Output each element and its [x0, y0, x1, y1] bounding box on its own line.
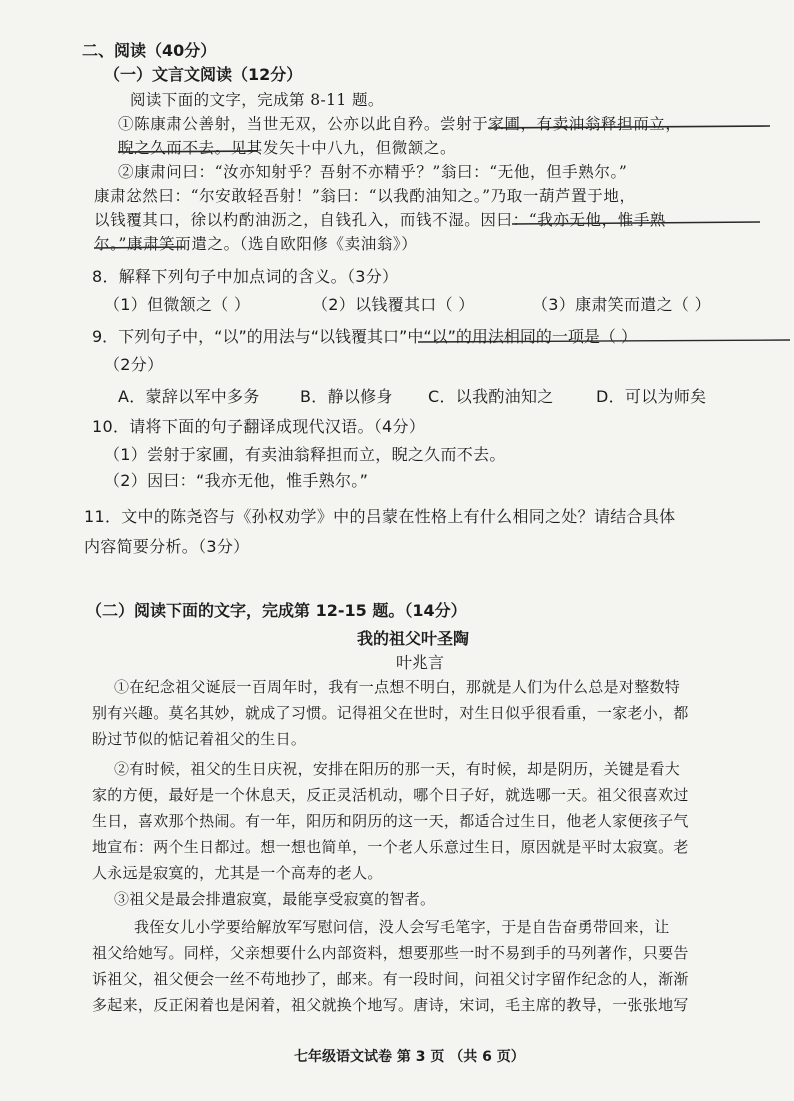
article-title: 我的祖父叶圣陶: [357, 629, 470, 648]
q9-option-c: C．以我酌油知之: [428, 387, 554, 406]
question-8: 8．解释下列句子中加点词的含义。（3分）: [92, 267, 399, 286]
q10-item-1: （1）尝射于家圃，有卖油翁释担而立，睨之久而不去。: [104, 445, 506, 464]
section-heading: 二、阅读（40分）: [82, 41, 217, 60]
article-line-5: 家的方便，最好是一个休息天，反正灵活机动，哪个日子好，就选哪一天。祖父很喜欢过: [92, 786, 689, 804]
part1-heading: （一）文言文阅读（12分）: [104, 65, 303, 84]
classical-line-3: ②康肃问曰：“汝亦知射乎？吾射不亦精乎？”翁曰：“无他，但手熟尔。”: [118, 163, 628, 181]
q9-option-a: A．蒙辞以军中多务: [118, 387, 260, 406]
question-9: 9．下列句子中，“以”的用法与“以钱覆其口”中“以”的用法相同的一项是（ ）: [92, 327, 638, 346]
classical-line-2: 睨之久而不去。见其发矢十中八九，但微颔之。: [118, 139, 457, 157]
q10-item-2: （2）因曰：“我亦无他，惟手熟尔。”: [104, 471, 369, 490]
part2-heading: （二）阅读下面的文字，完成第 12-15 题。（14分）: [86, 601, 467, 620]
classical-line-5: 以钱覆其口，徐以杓酌油沥之，自钱孔入，而钱不湿。因曰：“我亦无他，惟手熟: [94, 211, 667, 229]
article-line-13: 多起来，反正闲着也是闲着，祖父就换个地写。唐诗，宋词，毛主席的教导，一张张地写: [92, 996, 689, 1014]
q8-item-1: （1）但微颔之（ ）: [104, 295, 251, 314]
article-line-11: 祖父给她写。同样，父亲想要什么内部资料，想要那些一时不易到手的马列著作，只要告: [92, 944, 689, 962]
question-11-line-2: 内容简要分析。（3分）: [84, 537, 250, 556]
article-line-12: 诉祖父，祖父便会一丝不苟地抄了，邮来。有一段时间，问祖父讨字留作纪念的人，渐渐: [92, 970, 689, 988]
classical-line-6: 尔。”康肃笑而遣之。（选自欧阳修《卖油翁》）: [94, 235, 418, 253]
article-line-4: ②有时候，祖父的生日庆祝，安排在阳历的那一天，有时候，却是阴历，关键是看大: [114, 760, 681, 778]
q8-item-2: （2）以钱覆其口（ ）: [312, 295, 475, 314]
article-line-9: ③祖父是最会排遣寂寞，最能享受寂寞的智者。: [114, 890, 436, 908]
article-line-1: ①在纪念祖父诞辰一百周年时，我有一点想不明白，那就是人们为什么总是对整数特: [114, 678, 681, 696]
question-10: 10．请将下面的句子翻译成现代汉语。（4分）: [92, 417, 426, 436]
article-line-3: 盼过节似的惦记着祖父的生日。: [92, 730, 307, 748]
q9-option-b: B．静以修身: [300, 387, 393, 406]
article-line-2: 别有兴趣。莫名其妙，就成了习惯。记得祖父在世时，对生日似乎很看重，一家老小，都: [92, 704, 689, 722]
question-11-line-1: 11．文中的陈尧咨与《孙权劝学》中的吕蒙在性格上有什么相同之处？请结合具体: [84, 507, 676, 526]
q9-score: （2分）: [104, 355, 164, 374]
classical-line-1: ①陈康肃公善射，当世无双，公亦以此自矜。尝射于家圃，有卖油翁释担而立，: [118, 115, 682, 133]
q9-option-d: D．可以为师矣: [596, 387, 707, 406]
page-footer: 七年级语文试卷 第 3 页 （共 6 页）: [294, 1049, 525, 1065]
q8-item-3: （3）康肃笑而遣之（ ）: [532, 295, 711, 314]
article-line-6: 生日，喜欢那个热闹。有一年，阳历和阴历的这一天，都适合过生日，他老人家便孩子气: [92, 812, 689, 830]
article-line-10: 我侄女儿小学要给解放军写慰问信，没人会写毛笔字，于是自告奋勇带回来，让: [134, 918, 670, 936]
article-line-8: 人永远是寂寞的，尤其是一个高寿的老人。: [92, 864, 383, 882]
article-line-7: 地宣布：两个生日都过。想一想也简单，一个老人乐意过生日，原因就是平时太寂寞。老: [92, 838, 689, 856]
article-author: 叶兆言: [396, 653, 445, 672]
part1-instruction: 阅读下面的文字，完成第 8-11 题。: [130, 91, 384, 109]
classical-line-4: 康肃忿然曰：“尔安敢轻吾射！”翁曰：“以我酌油知之。”乃取一葫芦置于地，: [94, 187, 636, 205]
